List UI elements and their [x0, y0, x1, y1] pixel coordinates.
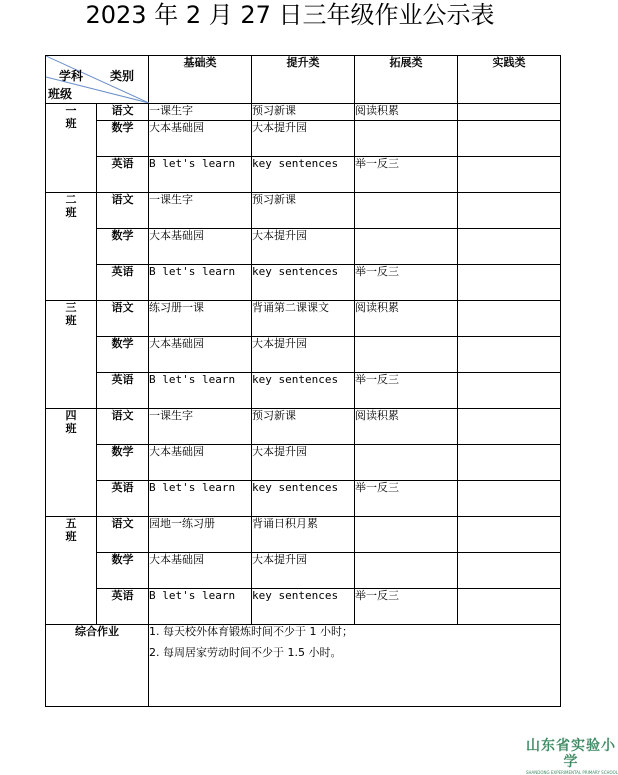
practice-cell — [458, 121, 561, 157]
subject-cell: 数学 — [97, 553, 149, 589]
class-name-char: 班 — [65, 117, 77, 130]
subject-cell: 英语 — [97, 589, 149, 625]
table-row — [46, 104, 561, 121]
basic-cell: 大本基础园 — [149, 337, 252, 373]
improve-cell: 大本提升园 — [252, 445, 355, 481]
basic-cell: 一课生字 — [149, 409, 252, 445]
table-row — [46, 301, 561, 337]
improve-cell: 大本提升园 — [252, 337, 355, 373]
table-row — [46, 229, 561, 265]
class-name-char: 班 — [65, 530, 77, 543]
subject-cell: 数学 — [97, 121, 149, 157]
subject-cell: 数学 — [97, 445, 149, 481]
improve-cell: key sentences — [252, 373, 355, 409]
table-row — [46, 553, 561, 589]
table-row — [46, 373, 561, 409]
summary-row — [46, 625, 561, 707]
practice-cell — [458, 517, 561, 553]
subject-cell: 语文 — [97, 193, 149, 229]
table-row — [46, 121, 561, 157]
practice-cell — [458, 229, 561, 265]
class-name-char: 三 — [65, 301, 77, 314]
improve-cell: key sentences — [252, 157, 355, 193]
practice-cell — [458, 337, 561, 373]
extend-cell — [355, 193, 458, 229]
basic-cell: 一课生字 — [149, 104, 252, 121]
extend-cell — [355, 229, 458, 265]
improve-cell: 背诵日积月累 — [252, 517, 355, 553]
subject-cell: 语文 — [97, 409, 149, 445]
practice-cell — [458, 265, 561, 301]
basic-cell: 大本基础园 — [149, 445, 252, 481]
extend-cell — [355, 445, 458, 481]
practice-cell — [458, 481, 561, 517]
school-logo-cn: 山东省实验小学 — [526, 738, 616, 770]
header-row — [46, 56, 561, 104]
table-row — [46, 337, 561, 373]
table-row — [46, 193, 561, 229]
class-name-char: 班 — [65, 422, 77, 435]
table-row — [46, 589, 561, 625]
improve-cell: key sentences — [252, 481, 355, 517]
summary-text-cell — [149, 625, 561, 707]
practice-cell — [458, 373, 561, 409]
class-name-cell — [46, 301, 97, 409]
basic-cell: B let's learn — [149, 589, 252, 625]
diag-class-label: 班级 — [48, 87, 73, 101]
page-title: 2023 年 2 月 27 日三年级作业公示表 — [85, 1, 495, 29]
subject-cell: 英语 — [97, 265, 149, 301]
extend-cell: 阅读积累 — [355, 409, 458, 445]
summary-item: 2. 每周居家劳动时间不少于 1.5 小时。 — [149, 646, 342, 659]
class-name-cell — [46, 517, 97, 625]
class-name-cell — [46, 409, 97, 517]
homework-table-body — [46, 56, 561, 707]
extend-cell: 阅读积累 — [355, 104, 458, 121]
practice-cell — [458, 553, 561, 589]
summary-item: 1. 每天校外体育锻炼时间不少于 1 小时； — [149, 625, 353, 638]
school-logo-en: SHANDONG EXPERIMENTAL PRIMARY SCHOOL — [526, 770, 618, 775]
class-name-char: 一 — [65, 104, 77, 117]
practice-cell — [458, 193, 561, 229]
basic-cell: 园地一练习册 — [149, 517, 252, 553]
summary-label: 综合作业 — [46, 625, 149, 707]
diag-subject-label: 学科 — [59, 69, 84, 83]
subject-cell: 数学 — [97, 229, 149, 265]
basic-cell: B let's learn — [149, 157, 252, 193]
subject-cell: 英语 — [97, 157, 149, 193]
improve-cell: 大本提升园 — [252, 553, 355, 589]
basic-cell: 练习册一课 — [149, 301, 252, 337]
col-header-practice: 实践类 — [458, 56, 561, 104]
practice-cell — [458, 445, 561, 481]
table-row — [46, 481, 561, 517]
improve-cell: 预习新课 — [252, 193, 355, 229]
subject-cell: 语文 — [97, 517, 149, 553]
practice-cell — [458, 104, 561, 121]
table-row — [46, 445, 561, 481]
improve-cell: 预习新课 — [252, 104, 355, 121]
practice-cell — [458, 157, 561, 193]
subject-cell: 英语 — [97, 481, 149, 517]
class-name-char: 二 — [65, 193, 77, 206]
extend-cell — [355, 121, 458, 157]
extend-cell: 阅读积累 — [355, 301, 458, 337]
basic-cell: 大本基础园 — [149, 121, 252, 157]
subject-cell: 数学 — [97, 337, 149, 373]
extend-cell: 举一反三 — [355, 481, 458, 517]
class-name-char: 班 — [65, 206, 77, 219]
improve-cell: 大本提升园 — [252, 121, 355, 157]
class-name-cell — [46, 104, 97, 193]
subject-cell: 语文 — [97, 301, 149, 337]
improve-cell: key sentences — [252, 589, 355, 625]
col-header-basic: 基础类 — [149, 56, 252, 104]
table-row — [46, 517, 561, 553]
class-name-cell — [46, 193, 97, 301]
practice-cell — [458, 589, 561, 625]
improve-cell: 大本提升园 — [252, 229, 355, 265]
extend-cell — [355, 337, 458, 373]
table-row — [46, 265, 561, 301]
extend-cell: 举一反三 — [355, 373, 458, 409]
extend-cell: 举一反三 — [355, 265, 458, 301]
homework-table — [45, 55, 561, 707]
class-name-char: 四 — [65, 409, 77, 422]
subject-cell: 语文 — [97, 104, 149, 121]
table-row — [46, 157, 561, 193]
class-name-char: 五 — [65, 517, 77, 530]
table-row — [46, 409, 561, 445]
extend-cell: 举一反三 — [355, 157, 458, 193]
basic-cell: B let's learn — [149, 265, 252, 301]
basic-cell: B let's learn — [149, 373, 252, 409]
col-header-improve: 提升类 — [252, 56, 355, 104]
practice-cell — [458, 409, 561, 445]
school-logo — [526, 738, 616, 775]
basic-cell: 大本基础园 — [149, 229, 252, 265]
extend-cell — [355, 517, 458, 553]
diagonal-header-cell — [46, 56, 149, 104]
basic-cell: 大本基础园 — [149, 553, 252, 589]
basic-cell: B let's learn — [149, 481, 252, 517]
improve-cell: 背诵第二课课文 — [252, 301, 355, 337]
class-name-char: 班 — [65, 314, 77, 327]
extend-cell: 举一反三 — [355, 589, 458, 625]
col-header-extend: 拓展类 — [355, 56, 458, 104]
basic-cell: 一课生字 — [149, 193, 252, 229]
improve-cell: key sentences — [252, 265, 355, 301]
improve-cell: 预习新课 — [252, 409, 355, 445]
diag-type-label: 类别 — [110, 69, 135, 83]
extend-cell — [355, 553, 458, 589]
subject-cell: 英语 — [97, 373, 149, 409]
practice-cell — [458, 301, 561, 337]
